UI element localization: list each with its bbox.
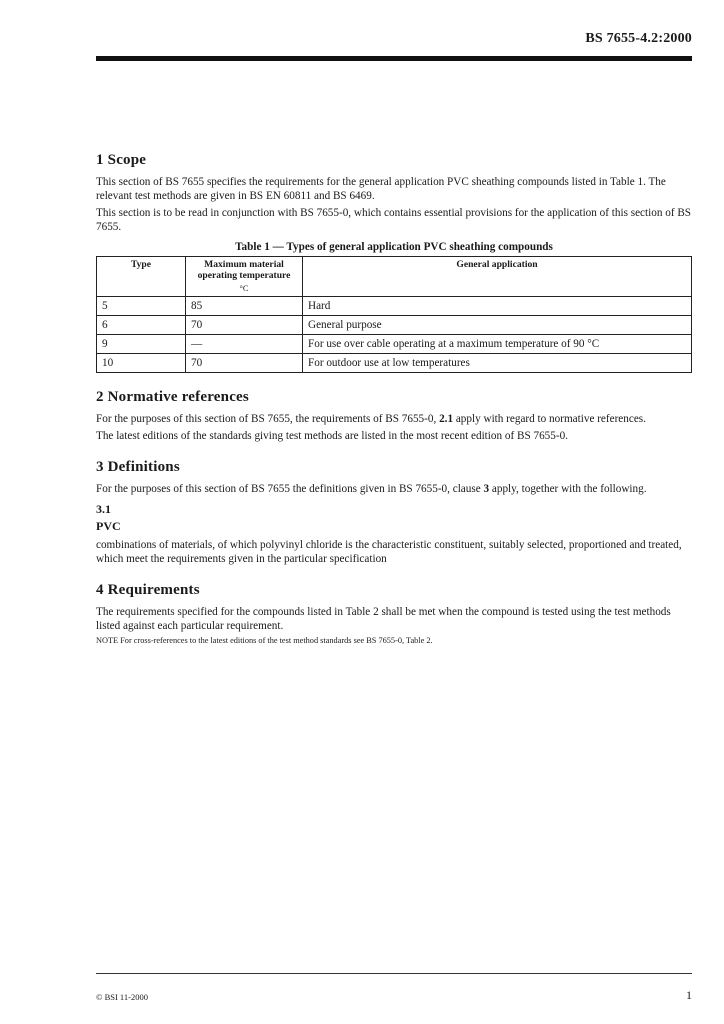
- page-number: 1: [686, 988, 692, 1002]
- table-row: [97, 354, 692, 373]
- cell-application: General purpose: [303, 316, 692, 335]
- definitions-heading: 3 Definitions: [96, 459, 180, 475]
- term-number: 3.1: [96, 502, 111, 516]
- normative-paragraph-2: The latest editions of the standards giving test methods are listed in the most recent edition of BS 7655-0.: [96, 430, 568, 442]
- cell-temperature: —: [186, 335, 303, 354]
- footer-rule: [96, 973, 692, 974]
- section-scope: [96, 152, 692, 234]
- table-row: [97, 335, 692, 354]
- normative-text-c: apply with regard to normative references.: [453, 413, 646, 425]
- definitions-paragraph: [96, 482, 692, 496]
- term-definition: combinations of materials, of which polyvinyl chloride is the characteristic constituent, suitably selected, proportioned and treated, which meet the requirements given in the particular specification: [96, 539, 682, 565]
- section-requirements: [96, 582, 692, 645]
- definitions-clause-ref: 3: [483, 483, 490, 495]
- header-max-temperature: [186, 257, 303, 297]
- header-max-temperature-label: Maximum material operating temperature: [197, 259, 291, 281]
- table-caption: Table 1 — Types of general application PVC sheathing compounds: [235, 241, 553, 253]
- copyright-notice: © BSI 11-2000: [96, 992, 148, 1002]
- header-rule: [96, 56, 692, 61]
- definitions-text-c: apply, together with the following.: [489, 483, 647, 495]
- requirements-heading: 4 Requirements: [96, 582, 200, 598]
- requirements-note: NOTE For cross-references to the latest editions of the test method standards see BS 7655-0, Table 2.: [96, 636, 433, 645]
- page-body: [96, 152, 692, 645]
- definitions-text-a: For the purposes of this section of BS 7655 the definitions given in BS 7655-0, clause: [96, 483, 484, 495]
- cell-application: For outdoor use at low temperatures: [303, 354, 692, 373]
- cell-temperature: 70: [186, 354, 303, 373]
- header-application: General application: [303, 257, 692, 297]
- normative-paragraph-1: [96, 412, 692, 426]
- normative-clause-ref: 2.1: [439, 413, 454, 425]
- header-temperature-unit: °C: [239, 283, 249, 293]
- cell-type: 10: [97, 354, 186, 373]
- table-row: [97, 297, 692, 316]
- normative-heading: 2 Normative references: [96, 389, 249, 405]
- cell-application: For use over cable operating at a maximum temperature of 90 °C: [303, 335, 692, 354]
- section-normative-references: [96, 389, 692, 443]
- scope-paragraph-2: This section is to be read in conjunction with BS 7655-0, which contains essential provisions for the application of this section of BS 7655.: [96, 207, 692, 233]
- cell-application: Hard: [303, 297, 692, 316]
- cell-type: 6: [97, 316, 186, 335]
- section-definitions: [96, 459, 692, 566]
- requirements-paragraph: The requirements specified for the compounds listed in Table 2 shall be met when the compound is tested using the test methods listed against each particular requirement.: [96, 606, 671, 632]
- cell-type: 9: [97, 335, 186, 354]
- normative-text-a: For the purposes of this section of BS 7655, the requirements of BS 7655-0,: [96, 413, 440, 425]
- cell-temperature: 85: [186, 297, 303, 316]
- cell-temperature: 70: [186, 316, 303, 335]
- table-row: [97, 316, 692, 335]
- cell-type: 5: [97, 297, 186, 316]
- header-type: Type: [97, 257, 186, 297]
- table-header-row: [97, 257, 692, 297]
- standard-identifier: BS 7655-4.2:2000: [585, 31, 692, 46]
- scope-heading: 1 Scope: [96, 152, 147, 168]
- scope-paragraph-1: This section of BS 7655 specifies the requirements for the general application PVC sheathing compounds listed in Table 1. The relevant test methods are given in BS EN 60811 and BS 6469.: [96, 176, 666, 202]
- compound-types-table: [96, 256, 692, 373]
- term-name: PVC: [96, 519, 121, 533]
